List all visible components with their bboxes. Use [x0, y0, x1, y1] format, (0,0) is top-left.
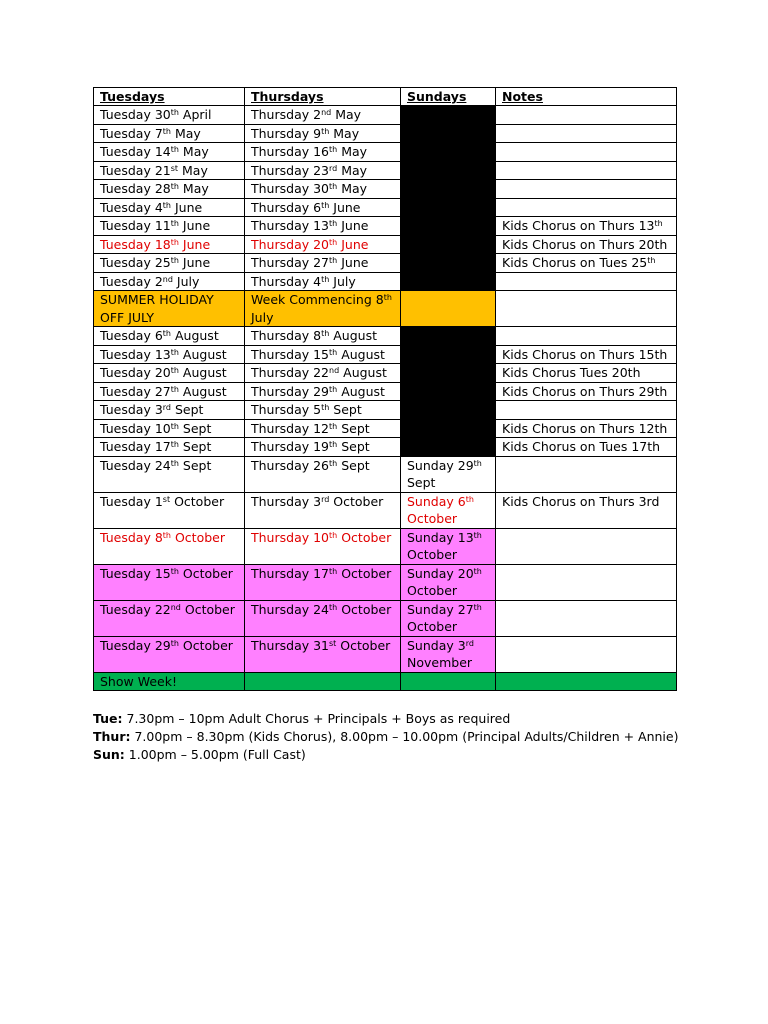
- thursday-cell: Thursday 27th June: [245, 254, 401, 273]
- table-row: [94, 636, 677, 672]
- legend-day: Thur:: [93, 729, 131, 744]
- sunday-cell: [401, 198, 496, 217]
- table-row: [94, 272, 677, 291]
- notes-cell: [496, 636, 677, 672]
- tuesday-cell: Tuesday 13th August: [94, 345, 245, 364]
- table-row: [94, 492, 677, 528]
- thursday-cell: Thursday 2nd May: [245, 106, 401, 125]
- table-row: [94, 600, 677, 636]
- schedule-body: [94, 106, 677, 691]
- sunday-cell: [401, 291, 496, 327]
- tuesday-cell: Tuesday 10th Sept: [94, 419, 245, 438]
- tuesday-cell: Tuesday 25th June: [94, 254, 245, 273]
- table-row: [94, 456, 677, 492]
- table-row: [94, 364, 677, 383]
- table-row: [94, 327, 677, 346]
- table-row: [94, 124, 677, 143]
- table-row: [94, 672, 677, 691]
- tuesday-cell: Tuesday 22nd October: [94, 600, 245, 636]
- notes-cell: Kids Chorus on Tues 25th: [496, 254, 677, 273]
- table-row: [94, 198, 677, 217]
- thursday-cell: Thursday 29th August: [245, 382, 401, 401]
- table-row: [94, 161, 677, 180]
- sunday-cell: [401, 217, 496, 236]
- notes-cell: [496, 327, 677, 346]
- sunday-cell: [401, 143, 496, 162]
- notes-cell: [496, 528, 677, 564]
- tuesday-cell: Tuesday 29th October: [94, 636, 245, 672]
- sunday-cell: [401, 161, 496, 180]
- table-row: [94, 217, 677, 236]
- legend-day: Tue:: [93, 711, 123, 726]
- tuesday-cell: Tuesday 1st October: [94, 492, 245, 528]
- tuesday-cell: Tuesday 14th May: [94, 143, 245, 162]
- notes-cell: Kids Chorus on Thurs 20th: [496, 235, 677, 254]
- notes-cell: Kids Chorus Tues 20th: [496, 364, 677, 383]
- thursday-cell: Thursday 22nd August: [245, 364, 401, 383]
- table-row: [94, 345, 677, 364]
- sunday-cell: [401, 327, 496, 346]
- sunday-cell: [401, 272, 496, 291]
- thursday-cell: Thursday 31st October: [245, 636, 401, 672]
- thursday-cell: Week Commencing 8th July: [245, 291, 401, 327]
- tuesday-cell: Show Week!: [94, 672, 245, 691]
- sunday-cell: [401, 364, 496, 383]
- table-row: [94, 382, 677, 401]
- notes-cell: Kids Chorus on Thurs 15th: [496, 345, 677, 364]
- header-tuesdays: Tuesdays: [94, 88, 245, 106]
- notes-cell: [496, 401, 677, 420]
- sunday-cell: [401, 180, 496, 199]
- notes-cell: Kids Chorus on Thurs 3rd: [496, 492, 677, 528]
- notes-cell: [496, 106, 677, 125]
- tuesday-cell: Tuesday 8th October: [94, 528, 245, 564]
- legend-line-thur: [93, 728, 733, 746]
- table-row: [94, 143, 677, 162]
- thursday-cell: Thursday 5th Sept: [245, 401, 401, 420]
- thursday-cell: Thursday 9th May: [245, 124, 401, 143]
- thursday-cell: [245, 672, 401, 691]
- table-row: [94, 401, 677, 420]
- sunday-cell: [401, 438, 496, 457]
- notes-cell: [496, 161, 677, 180]
- thursday-cell: Thursday 30th May: [245, 180, 401, 199]
- table-row: [94, 254, 677, 273]
- table-row: [94, 419, 677, 438]
- sunday-cell: [401, 401, 496, 420]
- table-row: [94, 438, 677, 457]
- tuesday-cell: Tuesday 3rd Sept: [94, 401, 245, 420]
- sunday-cell: [401, 254, 496, 273]
- thursday-cell: Thursday 23rd May: [245, 161, 401, 180]
- thursday-cell: Thursday 15th August: [245, 345, 401, 364]
- notes-cell: [496, 124, 677, 143]
- tuesday-cell: Tuesday 18th June: [94, 235, 245, 254]
- legend-line-sun: [93, 746, 733, 764]
- thursday-cell: Thursday 10th October: [245, 528, 401, 564]
- header-thursdays: Thursdays: [245, 88, 401, 106]
- thursday-cell: Thursday 24th October: [245, 600, 401, 636]
- sunday-cell: Sunday 6th October: [401, 492, 496, 528]
- tuesday-cell: Tuesday 15th October: [94, 564, 245, 600]
- sunday-cell: Sunday 13th October: [401, 528, 496, 564]
- notes-cell: [496, 143, 677, 162]
- thursday-cell: Thursday 17th October: [245, 564, 401, 600]
- sunday-cell: Sunday 27th October: [401, 600, 496, 636]
- table-row: [94, 564, 677, 600]
- tuesday-cell: Tuesday 17th Sept: [94, 438, 245, 457]
- tuesday-cell: Tuesday 6th August: [94, 327, 245, 346]
- header-sundays: Sundays: [401, 88, 496, 106]
- legend-text: 1.00pm – 5.00pm (Full Cast): [124, 747, 306, 762]
- thursday-cell: Thursday 12th Sept: [245, 419, 401, 438]
- notes-cell: Kids Chorus on Tues 17th: [496, 438, 677, 457]
- notes-cell: [496, 564, 677, 600]
- sunday-cell: [401, 106, 496, 125]
- table-row: [94, 235, 677, 254]
- sunday-cell: [401, 672, 496, 691]
- notes-cell: [496, 600, 677, 636]
- tuesday-cell: SUMMER HOLIDAY OFF JULY: [94, 291, 245, 327]
- legend-line-tue: [93, 710, 733, 728]
- sunday-cell: [401, 235, 496, 254]
- thursday-cell: Thursday 20th June: [245, 235, 401, 254]
- legend-day: Sun:: [93, 747, 125, 762]
- tuesday-cell: Tuesday 2nd July: [94, 272, 245, 291]
- thursday-cell: Thursday 6th June: [245, 198, 401, 217]
- thursday-cell: Thursday 3rd October: [245, 492, 401, 528]
- sunday-cell: Sunday 20th October: [401, 564, 496, 600]
- notes-cell: Kids Chorus on Thurs 29th: [496, 382, 677, 401]
- thursday-cell: Thursday 4th July: [245, 272, 401, 291]
- tuesday-cell: Tuesday 4th June: [94, 198, 245, 217]
- legend-text: 7.00pm – 8.30pm (Kids Chorus), 8.00pm – 10.00pm (Principal Adults/Children + Annie): [130, 729, 679, 744]
- tuesday-cell: Tuesday 21st May: [94, 161, 245, 180]
- legend-text: 7.30pm – 10pm Adult Chorus + Principals + Boys as required: [122, 711, 511, 726]
- table-row: [94, 528, 677, 564]
- tuesday-cell: Tuesday 28th May: [94, 180, 245, 199]
- notes-cell: [496, 456, 677, 492]
- tuesday-cell: Tuesday 24th Sept: [94, 456, 245, 492]
- rehearsal-times-legend: [93, 710, 733, 764]
- tuesday-cell: Tuesday 30th April: [94, 106, 245, 125]
- notes-cell: [496, 198, 677, 217]
- sunday-cell: Sunday 29th Sept: [401, 456, 496, 492]
- thursday-cell: Thursday 26th Sept: [245, 456, 401, 492]
- tuesday-cell: Tuesday 20th August: [94, 364, 245, 383]
- tuesday-cell: Tuesday 27th August: [94, 382, 245, 401]
- notes-cell: Kids Chorus on Thurs 13th: [496, 217, 677, 236]
- table-row: [94, 106, 677, 125]
- header-notes: Notes: [496, 88, 677, 106]
- notes-cell: [496, 272, 677, 291]
- thursday-cell: Thursday 19th Sept: [245, 438, 401, 457]
- notes-cell: [496, 672, 677, 691]
- tuesday-cell: Tuesday 11th June: [94, 217, 245, 236]
- notes-cell: [496, 180, 677, 199]
- notes-cell: [496, 291, 677, 327]
- sunday-cell: [401, 382, 496, 401]
- thursday-cell: Thursday 13th June: [245, 217, 401, 236]
- table-row: [94, 291, 677, 327]
- sunday-cell: [401, 419, 496, 438]
- sunday-cell: [401, 345, 496, 364]
- tuesday-cell: Tuesday 7th May: [94, 124, 245, 143]
- table-row: [94, 180, 677, 199]
- notes-cell: Kids Chorus on Thurs 12th: [496, 419, 677, 438]
- sunday-cell: [401, 124, 496, 143]
- sunday-cell: Sunday 3rd November: [401, 636, 496, 672]
- thursday-cell: Thursday 8th August: [245, 327, 401, 346]
- table-header-row: [94, 88, 677, 106]
- rehearsal-schedule-table: [93, 87, 677, 691]
- thursday-cell: Thursday 16th May: [245, 143, 401, 162]
